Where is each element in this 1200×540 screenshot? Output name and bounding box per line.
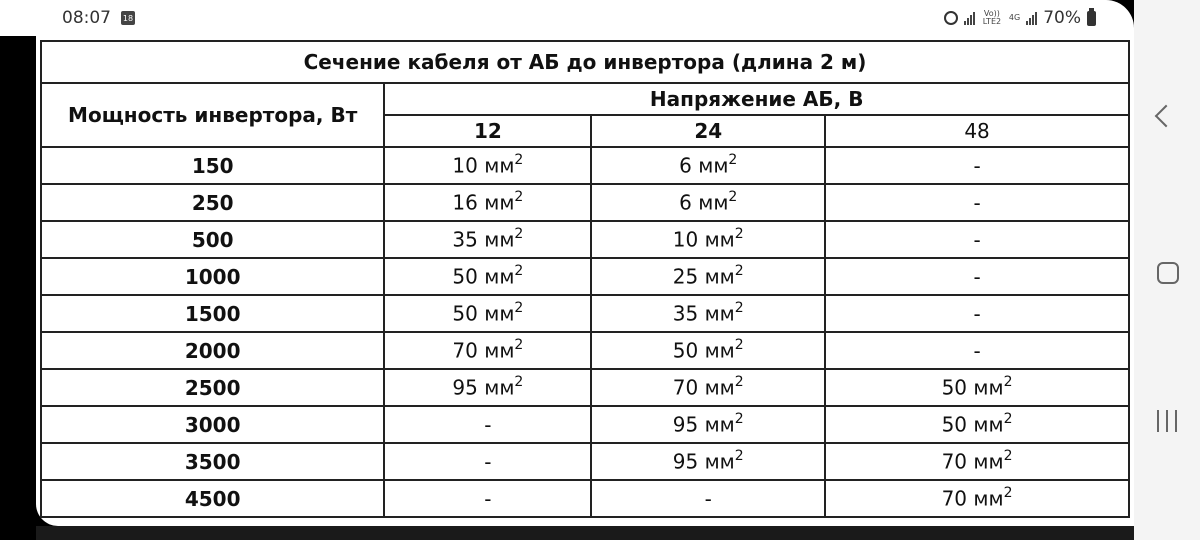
section-value: 10	[452, 153, 478, 178]
unit-superscript: 2	[728, 152, 738, 169]
cable-section-cell-v48	[825, 443, 1129, 480]
cable-section-cell-v24	[591, 369, 825, 406]
signal-icon	[964, 11, 975, 25]
cable-section-cell-v48	[825, 221, 1129, 258]
section-value: 70	[941, 486, 968, 511]
section-value: 6	[679, 190, 692, 215]
voltage-12-header: 12	[384, 115, 591, 147]
section-unit: мм	[704, 412, 735, 437]
table-row	[41, 369, 1129, 406]
image-content	[36, 36, 1134, 526]
section-value: 25	[672, 264, 699, 289]
section-unit: мм	[704, 375, 735, 400]
section-value: 50	[941, 412, 968, 437]
section-unit: мм	[973, 375, 1004, 400]
unit-superscript: 2	[734, 337, 744, 354]
unit-superscript: 2	[734, 411, 744, 428]
power-cell: 250	[41, 184, 384, 221]
empty-value: -	[484, 412, 492, 437]
power-cell: 2000	[41, 332, 384, 369]
battery-percent: 70%	[1043, 8, 1081, 28]
section-unit: мм	[973, 486, 1004, 511]
power-cell: 1000	[41, 258, 384, 295]
table-row	[41, 147, 1129, 184]
unit-superscript: 2	[1003, 374, 1013, 391]
table-row	[41, 295, 1129, 332]
section-unit: мм	[973, 412, 1004, 437]
battery-icon	[1087, 11, 1096, 26]
unit-superscript: 2	[734, 226, 744, 243]
unit-superscript: 2	[734, 263, 744, 280]
section-value: 50	[452, 264, 478, 289]
section-value: 50	[452, 301, 478, 326]
section-value: 35	[672, 301, 699, 326]
empty-value: -	[973, 264, 981, 289]
unit-superscript: 2	[734, 374, 744, 391]
empty-value: -	[484, 486, 492, 511]
cable-section-cell-v48	[825, 147, 1129, 184]
status-bar	[0, 0, 1134, 36]
network-label-volte: Vo)) LTE2	[982, 9, 1002, 26]
empty-value: -	[484, 449, 492, 474]
section-unit: мм	[973, 449, 1004, 474]
cable-section-cell-v48	[825, 406, 1129, 443]
cable-section-cell-v24	[591, 184, 825, 221]
empty-value: -	[973, 190, 981, 215]
unit-superscript: 2	[514, 374, 524, 391]
section-unit: мм	[484, 227, 515, 252]
cable-section-cell-v12	[384, 147, 591, 184]
section-unit: мм	[704, 227, 735, 252]
power-cell: 150	[41, 147, 384, 184]
voltage-48-header: 48	[825, 115, 1129, 147]
cable-section-cell-v12	[384, 406, 591, 443]
cable-section-cell-v24	[591, 480, 825, 517]
cable-section-cell-v24	[591, 443, 825, 480]
table-row	[41, 221, 1129, 258]
cable-section-cell-v48	[825, 332, 1129, 369]
section-value: 16	[452, 190, 478, 215]
unit-superscript: 2	[514, 300, 524, 317]
home-icon[interactable]	[1157, 262, 1179, 284]
empty-value: -	[973, 338, 981, 363]
section-unit: мм	[484, 338, 515, 363]
section-unit: мм	[484, 375, 515, 400]
cable-section-table	[40, 40, 1130, 518]
cable-section-cell-v12	[384, 295, 591, 332]
table-header-row	[41, 83, 1129, 115]
status-time: 08:07	[62, 8, 111, 28]
unit-superscript: 2	[514, 152, 524, 169]
power-cell: 3500	[41, 443, 384, 480]
unit-superscript: 2	[514, 263, 524, 280]
cable-section-cell-v12	[384, 332, 591, 369]
table-row	[41, 332, 1129, 369]
network-label-4g: 4G	[1008, 13, 1021, 22]
unit-superscript: 2	[1003, 411, 1013, 428]
bottom-edge	[36, 526, 1134, 540]
cable-section-cell-v48	[825, 184, 1129, 221]
power-cell: 3000	[41, 406, 384, 443]
section-value: 95	[672, 449, 699, 474]
section-unit: мм	[704, 449, 735, 474]
calendar-icon: 18	[121, 11, 135, 25]
cable-section-cell-v12	[384, 258, 591, 295]
section-unit: мм	[484, 301, 515, 326]
unit-superscript: 2	[728, 189, 738, 206]
table-body	[41, 147, 1129, 517]
section-value: 95	[672, 412, 699, 437]
cable-section-cell-v12	[384, 184, 591, 221]
cable-section-cell-v48	[825, 369, 1129, 406]
section-unit: мм	[484, 190, 515, 215]
unit-superscript: 2	[734, 300, 744, 317]
voltage-header: Напряжение АБ, В	[384, 83, 1129, 115]
cable-section-cell-v24	[591, 221, 825, 258]
section-value: 6	[679, 153, 692, 178]
recent-apps-icon[interactable]	[1157, 410, 1177, 432]
cable-section-cell-v24	[591, 332, 825, 369]
table-title-row	[41, 41, 1129, 83]
table-row	[41, 258, 1129, 295]
table-row	[41, 184, 1129, 221]
unit-superscript: 2	[1003, 448, 1013, 465]
table-row	[41, 480, 1129, 517]
signal-icon-2	[1026, 11, 1037, 25]
power-header: Мощность инвертора, Вт	[41, 83, 384, 147]
empty-value: -	[973, 301, 981, 326]
section-unit: мм	[484, 153, 515, 178]
voltage-24-header: 24	[591, 115, 825, 147]
section-unit: мм	[704, 264, 735, 289]
section-unit: мм	[484, 264, 515, 289]
cable-section-cell-v12	[384, 221, 591, 258]
table-title: Сечение кабеля от АБ до инвертора (длина 2 м)	[41, 41, 1129, 83]
power-cell: 1500	[41, 295, 384, 332]
power-cell: 2500	[41, 369, 384, 406]
section-unit: мм	[704, 301, 735, 326]
table-row	[41, 443, 1129, 480]
section-unit: мм	[698, 153, 729, 178]
section-value: 70	[672, 375, 699, 400]
table-row	[41, 406, 1129, 443]
section-value: 50	[941, 375, 968, 400]
cable-section-cell-v24	[591, 147, 825, 184]
section-value: 70	[452, 338, 478, 363]
unit-superscript: 2	[514, 226, 524, 243]
empty-value: -	[973, 227, 981, 252]
power-cell: 500	[41, 221, 384, 258]
unit-superscript: 2	[514, 337, 524, 354]
section-value: 10	[672, 227, 699, 252]
section-value: 70	[941, 449, 968, 474]
cable-section-cell-v48	[825, 258, 1129, 295]
cable-section-cell-v48	[825, 480, 1129, 517]
empty-value: -	[704, 486, 712, 511]
alarm-icon	[944, 11, 958, 25]
cable-section-cell-v24	[591, 406, 825, 443]
status-icons	[944, 8, 1096, 28]
section-unit: мм	[698, 190, 729, 215]
unit-superscript: 2	[734, 448, 744, 465]
cable-section-cell-v24	[591, 295, 825, 332]
unit-superscript: 2	[1003, 485, 1013, 502]
unit-superscript: 2	[514, 189, 524, 206]
section-value: 50	[672, 338, 699, 363]
cable-section-cell-v48	[825, 295, 1129, 332]
section-value: 35	[452, 227, 478, 252]
section-value: 95	[452, 375, 478, 400]
cable-section-cell-v24	[591, 258, 825, 295]
power-cell: 4500	[41, 480, 384, 517]
cable-section-cell-v12	[384, 369, 591, 406]
section-unit: мм	[704, 338, 735, 363]
cable-section-cell-v12	[384, 443, 591, 480]
empty-value: -	[973, 153, 981, 178]
cable-section-cell-v12	[384, 480, 591, 517]
